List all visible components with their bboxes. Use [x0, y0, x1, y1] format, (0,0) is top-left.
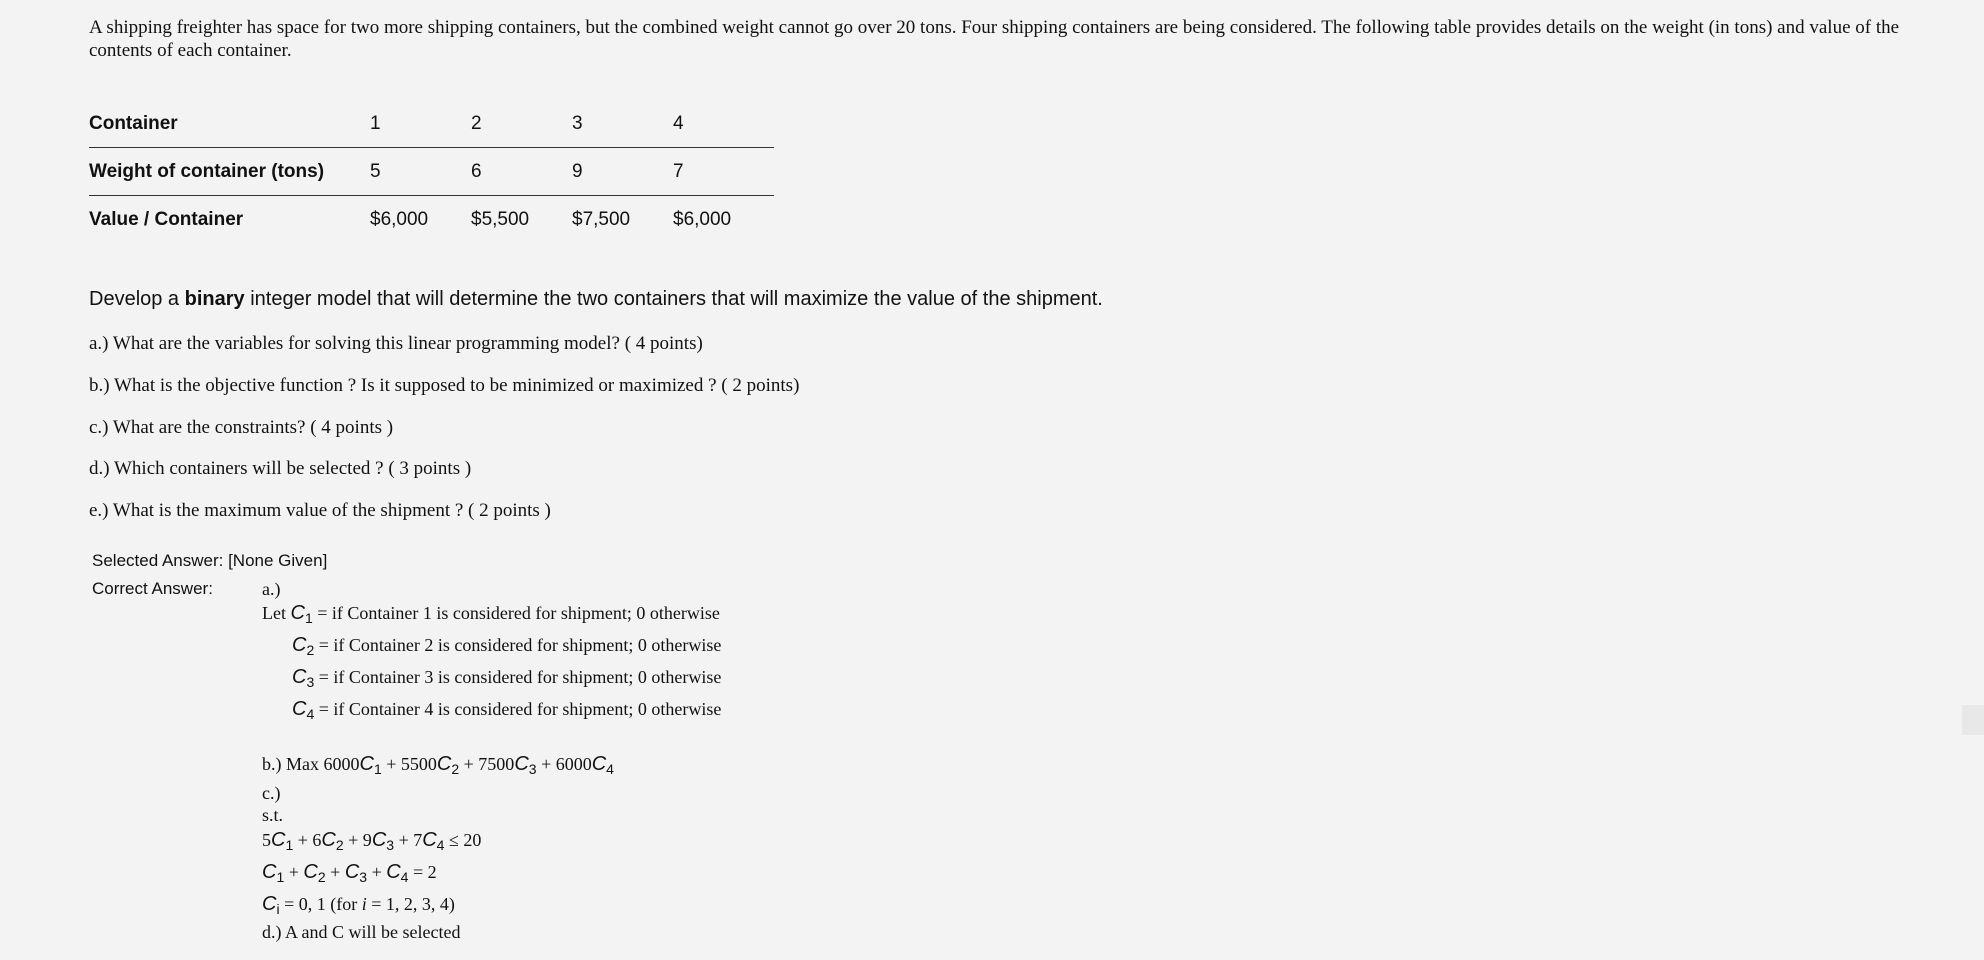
table-cell: $6,000	[370, 196, 471, 244]
var-letter: C	[514, 753, 529, 775]
subject-to: s.t.	[262, 805, 284, 825]
question-a: a.) What are the variables for solving this linear programming model? ( 4 points)	[89, 333, 703, 354]
table-cell: $7,500	[572, 196, 673, 244]
row-header: Weight of container (tons)	[89, 148, 370, 196]
table-cell: $6,000	[673, 196, 774, 244]
coeff: + 7500	[459, 754, 515, 774]
count-constraint	[262, 861, 437, 885]
variable-definition	[292, 634, 721, 658]
coeff: + 6000	[536, 754, 592, 774]
var-sub: 3	[386, 837, 395, 853]
rhs: ≤ 20	[444, 830, 482, 850]
var-letter: C	[292, 634, 307, 656]
var-letter: C	[292, 666, 307, 688]
problem-intro: A shipping freighter has space for two more shipping containers, but the combined weight cannot go over 20 tons. Four shipping containers are being considered. The following table provides details on the weight (in tons) and value of the contents of each container.	[89, 17, 1900, 61]
row-header: Value / Container	[89, 196, 370, 244]
table-cell: 1	[370, 112, 381, 134]
variable-definition	[262, 602, 720, 626]
question-d: d.) Which containers will be selected ? ( 3 points )	[89, 458, 472, 479]
var-sub: 1	[285, 837, 294, 853]
table-row	[89, 196, 774, 244]
objective-function	[262, 753, 614, 777]
let-text: Let	[262, 603, 291, 623]
var-letter: C	[321, 829, 336, 851]
var-letter: C	[591, 753, 607, 775]
variable-definition	[292, 666, 721, 690]
var-sub: 3	[359, 869, 368, 885]
table-cell: 7	[673, 148, 774, 196]
index-i: i	[361, 894, 367, 914]
coeff: + 6	[293, 830, 322, 850]
coeff: + 7	[394, 830, 423, 850]
table-cell: 6	[471, 148, 572, 196]
var-def-text: = if Container 2 is considered for shipment; 0 otherwise	[314, 635, 722, 655]
var-sub: 2	[306, 642, 315, 658]
var-def-text: = if Container 3 is considered for shipment; 0 otherwise	[314, 667, 722, 687]
op: +	[367, 862, 387, 882]
var-def-text: = if Container 4 is considered for shipment; 0 otherwise	[314, 699, 722, 719]
var-letter: C	[262, 893, 277, 915]
var-letter: C	[262, 861, 277, 883]
task-text: Develop a	[89, 288, 185, 310]
table-cell: 3	[572, 112, 583, 134]
table-cell: $5,500	[471, 196, 572, 244]
var-sub: 3	[306, 674, 315, 690]
task-statement	[89, 288, 1103, 311]
var-letter: C	[303, 861, 318, 883]
scrollbar[interactable]	[1962, 705, 1984, 735]
table-row	[89, 148, 774, 196]
var-sub: 4	[306, 706, 315, 722]
coeff: 6000	[323, 754, 360, 774]
var-sub: 3	[528, 761, 537, 777]
coeff: + 5500	[381, 754, 437, 774]
var-sub: 2	[317, 869, 326, 885]
coeff: 5	[262, 830, 271, 850]
table-cell: 2	[471, 112, 482, 134]
var-sub: 2	[451, 761, 460, 777]
question-b: b.) What is the objective function ? Is it supposed to be minimized or maximized ? ( 2 points)	[89, 375, 800, 396]
task-text: integer model that will determine the two containers that will maximize the value of the shipment.	[244, 288, 1103, 310]
coeff: + 9	[343, 830, 372, 850]
table-cell: 9	[572, 148, 673, 196]
var-sub: i	[276, 901, 280, 917]
var-letter: C	[386, 861, 401, 883]
op: +	[325, 862, 345, 882]
var-sub: 1	[276, 869, 285, 885]
rhs: = 2	[408, 862, 437, 882]
question-c: c.) What are the constraints? ( 4 points )	[89, 417, 394, 438]
op: +	[284, 862, 304, 882]
answer-c-label: c.)	[262, 783, 281, 803]
var-letter: C	[422, 829, 437, 851]
var-letter: C	[371, 829, 387, 851]
objective-prefix: b.) Max	[262, 754, 324, 774]
var-sub: 1	[304, 610, 313, 626]
container-details-table	[89, 100, 774, 243]
answer-d: d.) A and C will be selected	[262, 922, 461, 942]
weight-constraint	[262, 829, 481, 853]
table-cell: 4	[673, 112, 684, 134]
selected-answer: Selected Answer: [None Given]	[92, 551, 328, 570]
var-letter: C	[359, 753, 374, 775]
var-sub: 2	[335, 837, 344, 853]
task-bold-word: binary	[184, 288, 245, 310]
var-def-text: = if Container 1 is considered for shipment; 0 otherwise	[312, 603, 720, 623]
var-letter: C	[344, 861, 360, 883]
var-sub: 4	[436, 837, 445, 853]
answer-a-label: a.)	[262, 579, 281, 599]
row-header: Container	[89, 112, 178, 134]
table-cell: 5	[370, 148, 471, 196]
variable-definition	[292, 698, 721, 722]
var-sub: 1	[373, 761, 382, 777]
var-sub: 4	[606, 761, 614, 777]
var-letter: C	[292, 698, 307, 720]
binary-constraint	[262, 893, 455, 917]
var-letter: C	[436, 753, 452, 775]
binary-text: = 0, 1 (for	[279, 894, 362, 914]
var-letter: C	[271, 829, 286, 851]
correct-answer-label: Correct Answer:	[92, 579, 213, 598]
var-letter: C	[290, 602, 305, 624]
binary-text: = 1, 2, 3, 4)	[366, 894, 455, 914]
question-e: e.) What is the maximum value of the shipment ? ( 2 points )	[89, 500, 551, 521]
table-row	[89, 100, 774, 148]
var-sub: 4	[400, 869, 409, 885]
